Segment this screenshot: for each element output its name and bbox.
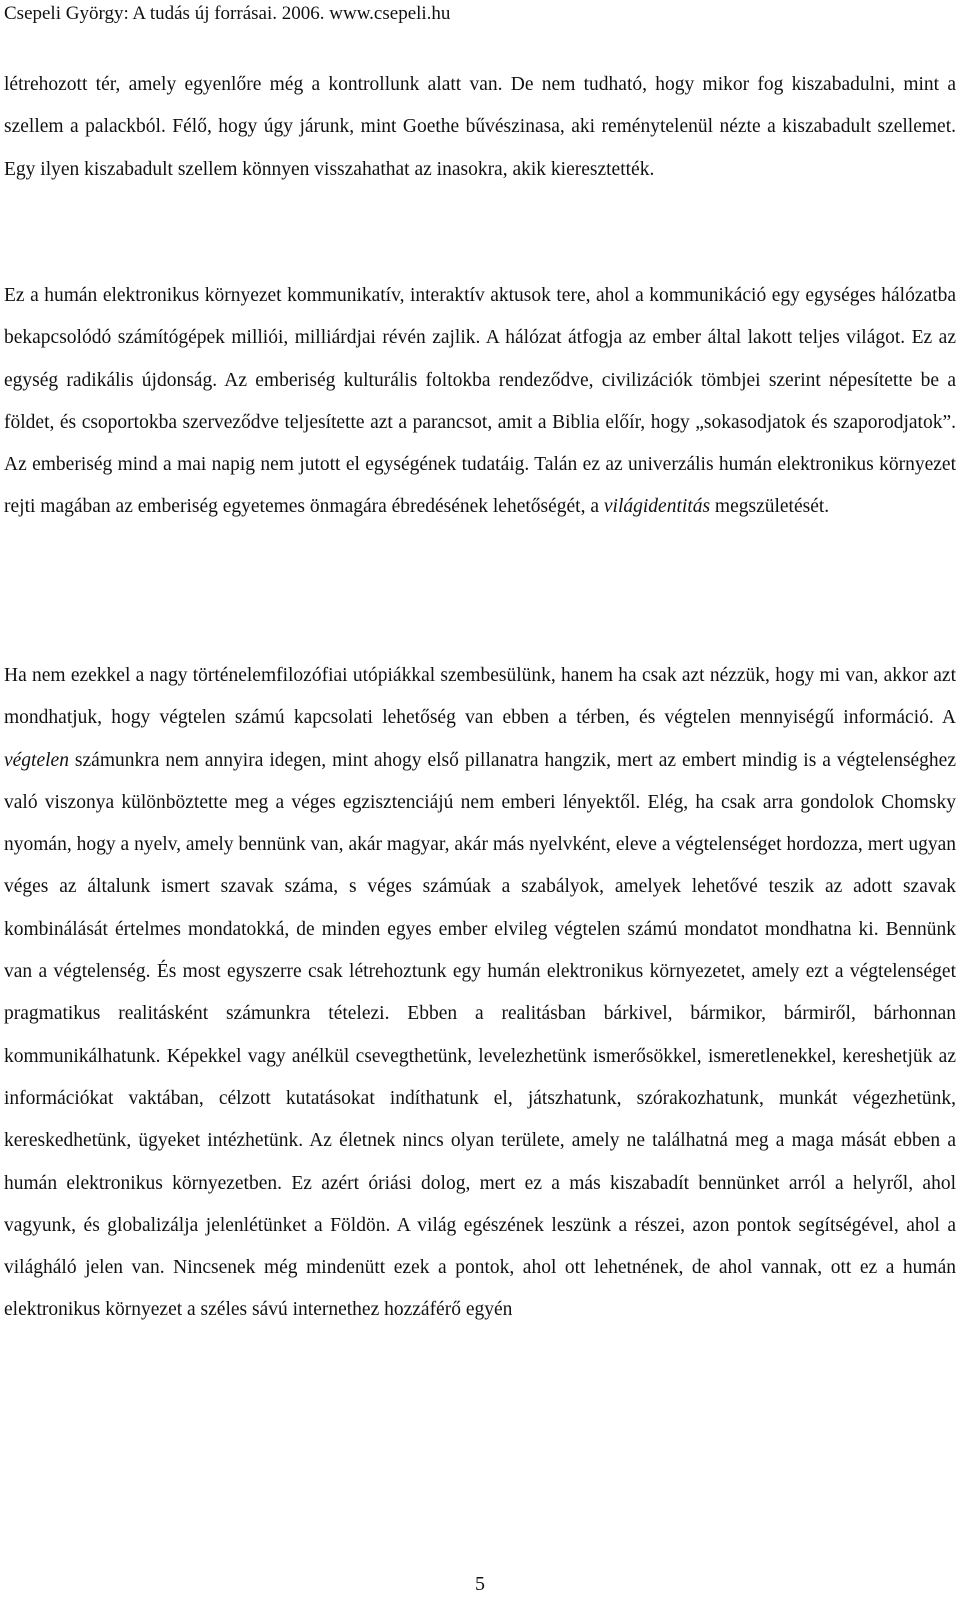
paragraph-2 (4, 275, 956, 529)
paragraph-3-rest: számunkra nem annyira idegen, mint ahogy első pillanatra hangzik, mert az embert mindig is a végtelenséghez való viszonya különböztette meg a véges egzisztenciájú nem emberi lényektől. Elég, ha csak arra gondolok Chomsky nyomán, hogy a nyelv, amely bennünk van, akár magyar, akár más nyelvként, eleve a végtelenséget hordozza, mert ugyan véges az általunk ismert szavak száma, s véges számúak a szabályok, amelyek lehetővé teszik az adott szavak kombinálását értelmes mondatokká, de minden egyes ember elvileg végtelen számú mondatot mondhatna ki. Bennünk van a végtelenség. És most egyszerre csak létrehoztunk egy humán elektronikus környezetet, amely ezt a végtelenséget pragmatikus realitásként számunkra tételezi. Ebben a realitásban bárkivel, bármikor, bármiről, bárhonnan kommunikálhatunk. Képekkel vagy anélkül csevegthetünk, levelezhetünk ismerősökkel, ismeretlenekkel, kereshetjük az információkat vaktában, célzott kutatásokat indíthatunk el, játszhatunk, szórakozhatunk, munkát végezhetünk, kereskedhetünk, ügyeket intézhetünk. Az életnek nincs olyan területe, amely ne találhatná meg a maga mását ebben a humán elektronikus környezetben. Ez azért óriási dolog, mert ez a más kiszabadít bennünket arról a helyről, ahol vagyunk, és globalizálja jelenlétünket a Földön. A világ egészének leszünk a részei, azon pontok segítségével, ahol a világháló jelen van. Nincsenek még mindenütt ezek a pontok, ahol ott lehetnének, de ahol vannak, ott ez a humán elektronikus környezet a széles sávú internethez hozzáférő egyén (4, 749, 956, 1321)
italic-term-infinite: végtelen (4, 749, 69, 771)
italic-term-world-identity: világidentitás (603, 496, 711, 518)
paragraph-3 (4, 655, 956, 1332)
paragraph-2-text: Ez a humán elektronikus környezet kommunikatív, interaktív aktusok tere, ahol a kommunikáció egy egységes hálózatba bekapcsolódó számítógépek milliói, milliárdjai révén zajlik. A hálózat átfogja az ember által lakott teljes világot. Ez az egység radikális újdonság. Az emberiség kulturális foltokba rendeződve, civilizációk tömbjei szerint népesítette be a földet, és csoportokba szerveződve teljesítette azt a parancsot, amit a Biblia előír, hogy „sokasodjatok és szaporodjatok”. Az emberiség mind a mai napig nem jutott el egységének tudatáig. Talán ez az univerzális humán elektronikus környezet rejti magában az emberiség egyetemes önmagára ébredésének lehetőségét, a (4, 285, 956, 518)
paragraph-1: létrehozott tér, amely egyenlőre még a kontrollunk alatt van. De nem tudható, hogy mikor fog kiszabadulni, mint a szellem a palackból. Félő, hogy úgy járunk, mint Goethe bűvészinasa, aki reménytelenül nézte a kiszabadult szellemet. Egy ilyen kiszabadult szellem könnyen visszahathat az inasokra, akik kieresztették. (4, 74, 956, 180)
paragraph-2-end: megszületését. (710, 496, 830, 518)
paragraph-3-text: Ha nem ezekkel a nagy történelemfilozófiai utópiákkal szembesülünk, hanem ha csak azt nézzük, hogy mi van, akkor azt mondhatjuk, hogy végtelen számú kapcsolati lehetőség van ebben a térben, és végtelen mennyiségű információ. A (4, 665, 956, 729)
page-number: 5 (475, 1573, 485, 1595)
running-header: Csepeli György: A tudás új forrásai. 2006. www.csepeli.hu (4, 3, 451, 24)
